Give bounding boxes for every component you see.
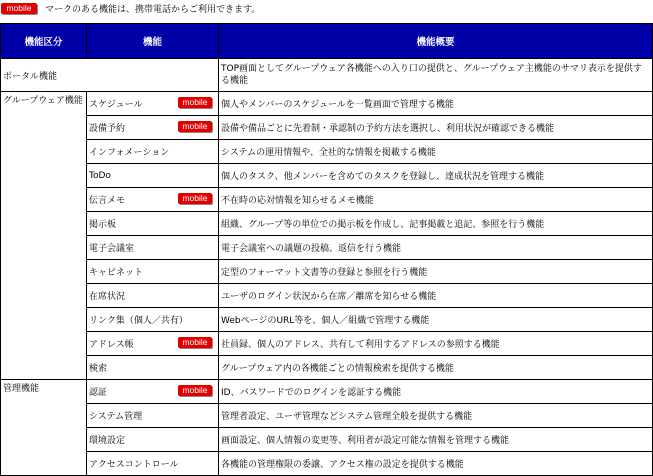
mobile-badge: mobile bbox=[178, 193, 212, 204]
table-row bbox=[1, 428, 653, 452]
function-label: 認証 bbox=[89, 388, 108, 398]
function-summary: システムの運用情報や、全社的な情報を掲載する機能 bbox=[219, 140, 653, 164]
function-name bbox=[87, 260, 219, 284]
legend-text: マークのある機能は、携帯電話からご利用できます。 bbox=[45, 4, 261, 15]
function-summary: WebページのURL等を、個人／組織で管理する機能 bbox=[219, 308, 653, 332]
function-name bbox=[87, 236, 219, 260]
function-label: 掲示板 bbox=[89, 220, 117, 230]
mobile-badge: mobile bbox=[178, 121, 212, 132]
table-row bbox=[1, 308, 653, 332]
function-summary: 個人やメンバーのスケジュールを一覧画面で管理する機能 bbox=[219, 92, 653, 116]
function-name bbox=[87, 356, 219, 380]
header-function: 機能 bbox=[87, 24, 219, 59]
function-summary: 管理者設定、ユーザ管理などシステム管理全般を提供する機能 bbox=[219, 404, 653, 428]
function-name bbox=[87, 332, 219, 356]
function-label: キャビネット bbox=[89, 268, 144, 278]
category-groupware: グループウェア機能 bbox=[1, 92, 87, 380]
mobile-badge: mobile bbox=[1, 3, 37, 14]
function-name bbox=[87, 92, 219, 116]
table-row bbox=[1, 188, 653, 212]
function-label: アクセスコントロール bbox=[89, 460, 179, 470]
table-row bbox=[1, 116, 653, 140]
function-name bbox=[87, 140, 219, 164]
function-name bbox=[87, 308, 219, 332]
table-header-row bbox=[1, 24, 653, 59]
table-row bbox=[1, 92, 653, 116]
function-summary: 定型のフォーマット文書等の登録と参照を行う機能 bbox=[219, 260, 653, 284]
table-row bbox=[1, 212, 653, 236]
function-summary: 画面設定、個人情報の変更等、利用者が設定可能な情報を管理する機能 bbox=[219, 428, 653, 452]
function-label: ToDo bbox=[89, 170, 111, 181]
header-summary: 機能概要 bbox=[219, 24, 653, 59]
function-summary: 電子会議室への議題の投稿、返信を行う機能 bbox=[219, 236, 653, 260]
category-portal: ポータル機能 bbox=[1, 59, 219, 92]
table-row bbox=[1, 332, 653, 356]
table-row bbox=[1, 260, 653, 284]
function-name bbox=[87, 380, 219, 404]
function-summary: グループウェア内の各機能ごとの情報検索を提供する機能 bbox=[219, 356, 653, 380]
function-label: リンク集（個人／共有） bbox=[89, 316, 188, 326]
function-label: 電子会議室 bbox=[89, 244, 135, 254]
function-label: 検索 bbox=[89, 364, 108, 374]
function-name bbox=[87, 428, 219, 452]
function-label: 環境設定 bbox=[89, 436, 126, 446]
table-row bbox=[1, 140, 653, 164]
function-summary: 個人のタスク、他メンバーを含めてのタスクを登録し、達成状況を管理する機能 bbox=[219, 164, 653, 188]
table-row bbox=[1, 59, 653, 92]
function-label: インフォメーション bbox=[89, 148, 170, 158]
feature-table bbox=[0, 23, 653, 476]
header-category: 機能区分 bbox=[1, 24, 87, 59]
function-label: システム管理 bbox=[89, 412, 143, 422]
summary-portal: TOP画面としてグループウェア各機能への入り口の提供と、グループウェア主機能のサマリ表示を提供する機能 bbox=[219, 59, 653, 92]
function-label: 伝言メモ bbox=[89, 196, 126, 206]
function-summary: 不在時の応対情報を知らせるメモ機能 bbox=[219, 188, 653, 212]
table-row bbox=[1, 164, 653, 188]
function-name bbox=[87, 284, 219, 308]
mobile-badge: mobile bbox=[178, 385, 212, 396]
function-name bbox=[87, 404, 219, 428]
function-summary: 各機能の管理権限の委譲、アクセス権の設定を提供する機能 bbox=[219, 452, 653, 476]
function-summary: ID、パスワードでのログインを認証する機能 bbox=[219, 380, 653, 404]
function-summary: 社員録、個人のアドレス、共有して利用するアドレスの参照する機能 bbox=[219, 332, 653, 356]
function-summary: ユーザのログイン状況から在席／離席を知らせる機能 bbox=[219, 284, 653, 308]
function-label: 設備予約 bbox=[89, 124, 126, 134]
table-row bbox=[1, 356, 653, 380]
function-name bbox=[87, 212, 219, 236]
table-row bbox=[1, 284, 653, 308]
function-name bbox=[87, 116, 219, 140]
function-name bbox=[87, 188, 219, 212]
mobile-legend bbox=[1, 1, 260, 15]
function-label: 在席状況 bbox=[89, 292, 126, 302]
function-label: スケジュール bbox=[89, 100, 143, 110]
mobile-badge: mobile bbox=[178, 337, 212, 348]
function-name bbox=[87, 164, 219, 188]
category-admin: 管理機能 bbox=[1, 380, 87, 476]
mobile-badge: mobile bbox=[178, 97, 212, 108]
function-summary: 組織、グループ等の単位での掲示板を作成し、記事掲載と追記、参照を行う機能 bbox=[219, 212, 653, 236]
table-row bbox=[1, 404, 653, 428]
table-row bbox=[1, 236, 653, 260]
table-row bbox=[1, 380, 653, 404]
function-summary: 設備や備品ごとに先着制・承認制の予約方法を選択し、利用状況が確認できる機能 bbox=[219, 116, 653, 140]
function-label: アドレス帳 bbox=[89, 340, 134, 350]
